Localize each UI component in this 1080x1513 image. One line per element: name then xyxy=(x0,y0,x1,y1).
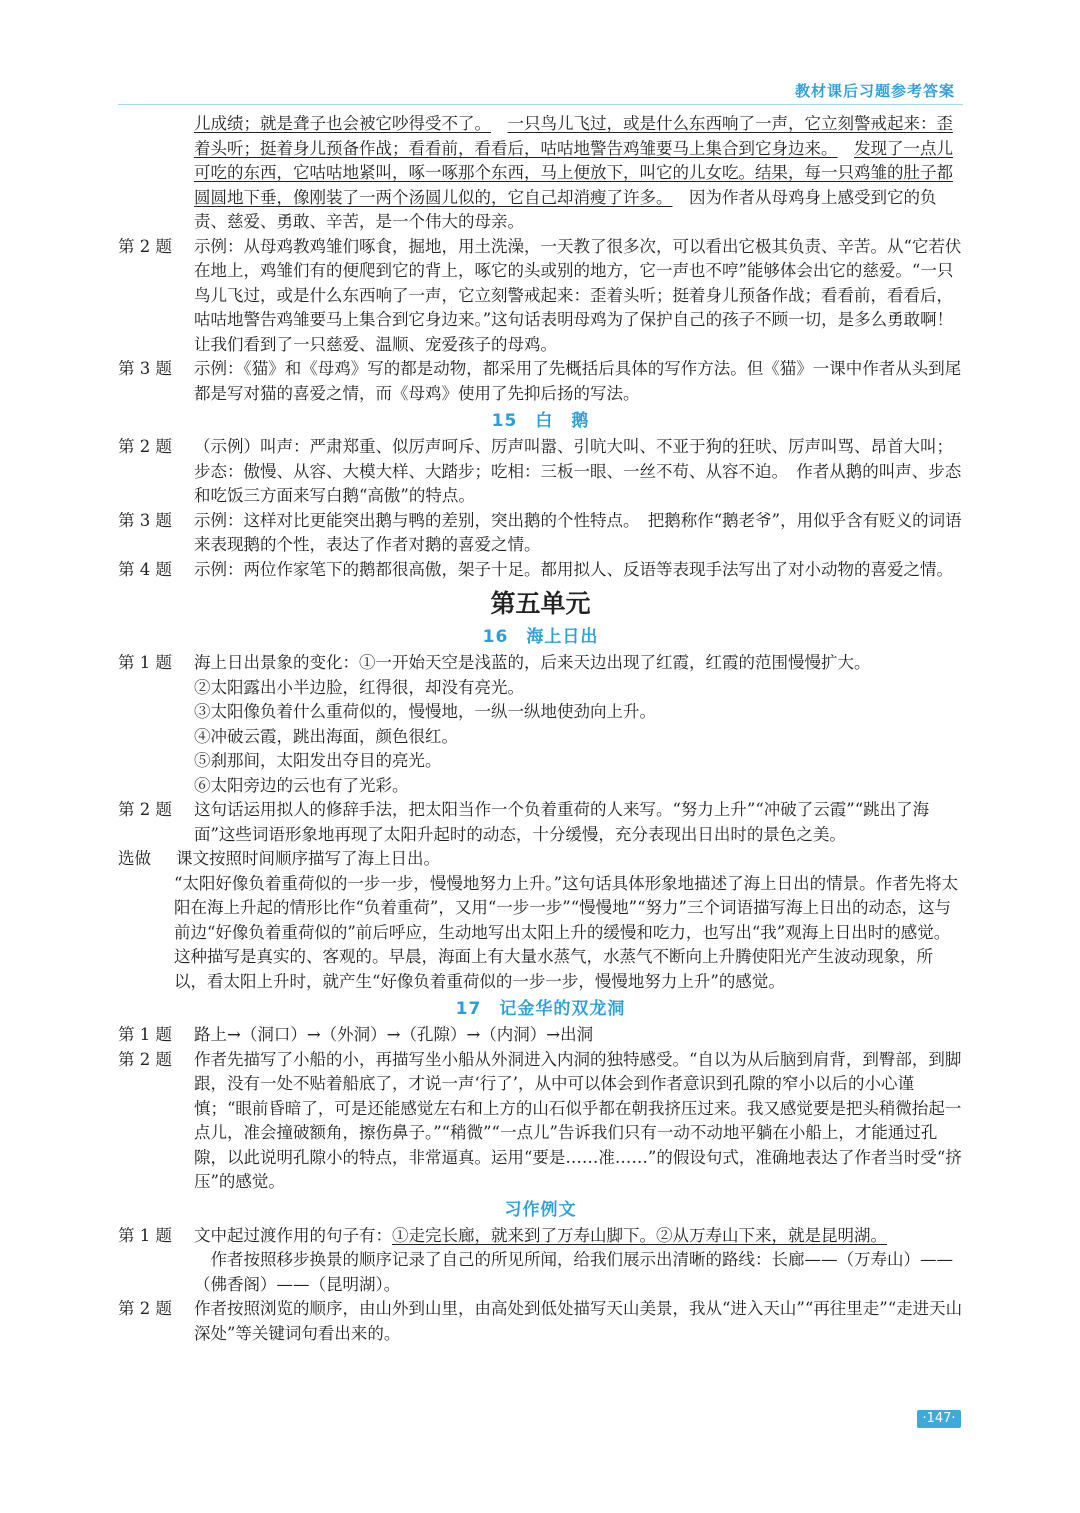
lesson-title: 15 白 鹅 xyxy=(491,411,590,431)
question-answer: 作者先描写了小船的小，再描写坐小船从外洞进入内洞的独特感受。“自以为从后脑到肩背，到臀部，到脚跟，没有一处不贴着船底了，才说一声‘行了’，从中可以体会到作者意识到孔隙的窄小以后的小心谨慎；“眼前昏暗了，可是还能感觉左右和上方的山石似乎都在朝我挤压过来。我又感觉要是把头稍微抬起一点儿，准会撞破额角，擦伤鼻子。”“稍微”“一点儿”告诉我们只有一动不动地平躺在小船上，才能通过孔隙，以此说明孔隙小的特点，非常逼真。运用“要是……准……”的假设句式，准确地表达了作者当时受“挤压”的感觉。 xyxy=(194,1049,962,1191)
answer-content xyxy=(118,112,963,1346)
question-item xyxy=(118,1023,963,1048)
sunrise-stage: ⑥太阳旁边的云也有了光彩。 xyxy=(194,775,409,795)
hen-continuation xyxy=(118,112,963,235)
question-answer: 示例：《猫》和《母鸡》写的都是动物，都采用了先概括后具体的写作方法。但《猫》一课中作者从头到尾都是写对猫的喜爱之情，而《母鸡》使用了先抑后扬的写法。 xyxy=(194,359,962,403)
question-label: 第 4 题 xyxy=(118,559,172,579)
lesson-title: 习作例文 xyxy=(504,1199,577,1220)
transition-sentence-2: ②从万寿山下来，就是昆明湖。 xyxy=(656,1225,887,1245)
transition-sentence-1: ①走完长廊，就来到了万寿山脚下。 xyxy=(392,1225,656,1245)
question-label: 选做 xyxy=(118,849,151,868)
optional-answer: “太阳好像负着重荷似的一步一步，慢慢地努力上升。”这句话具体形象地描述了海上日出的情景。作者先将太阳在海上升起的情形比作“负着重荷”，又用“一步一步”“慢慢地”“努力”三个词语描写海上日出的动态，这与前边“好像负着重荷似的”前后呼应，生动地写出太阳上升的缓慢和吃力，也写出“我”观海上日出时的感觉。这种描写是真实的、客观的。早晨，海面上有大量水蒸气，水蒸气不断向上升腾使阳光产生波动现象，所以，看太阳上升时，就产生“好像负着重荷似的一步一步，慢慢地努力上升”的感觉。 xyxy=(174,873,959,991)
question-label: 第 2 题 xyxy=(118,800,172,819)
question-item xyxy=(118,558,963,583)
question-answer: 这句话运用拟人的修辞手法，把太阳当作一个负着重荷的人来写。“努力上升”“冲破了云霞”“跳出了海面”这些词语形象地再现了太阳升起时的动态，十分缓慢，充分表现出日出时的景色之美。 xyxy=(194,800,930,844)
header-divider xyxy=(118,104,963,105)
unit-title: 第五单元 xyxy=(490,589,591,618)
question-answer: 示例：两位作家笔下的鹅都很高傲，架子十足。都用拟人、反语等表现手法写出了对小动物的喜爱之情。 xyxy=(194,559,953,579)
question-item xyxy=(118,651,963,798)
question-item xyxy=(118,357,963,406)
question-label: 第 2 题 xyxy=(118,437,172,456)
question-item xyxy=(118,798,963,847)
question-item xyxy=(118,1048,963,1195)
question-item xyxy=(118,435,963,509)
continuation-sentence-4: 因为作者从母鸡身上感受到它的负责、慈爱、勇敢、辛苦，是一个伟大的母亲。 xyxy=(194,187,937,231)
question-label: 第 3 题 xyxy=(118,510,172,530)
question-label: 第 1 题 xyxy=(118,1025,172,1044)
continuation-sentence-1: 儿成绩；就是聋子也会被它吵得受不了。 xyxy=(194,114,491,133)
sunrise-stage: ④冲破云霞，跳出海面，颜色很红。 xyxy=(194,726,458,746)
question-label: 第 1 题 xyxy=(118,653,172,672)
question-answer: 示例：从母鸡教鸡雏们啄食，掘地，用土洗澡，一天教了很多次，可以看出它极其负责、辛苦。从“它若伏在地上，鸡雏们有的便爬到它的背上，啄它的头或别的地方，它一声也不哼”能够体会出它的慈爱。“一只鸟儿飞过，或是什么东西响了一声，它立刻警戒起来：歪着头听；挺着身儿预备作战；看看前，看看后，咕咕地警告鸡雏要马上集合到它身边来。”这句话表明母鸡为了保护自己的孩子不顾一切，是多么勇敢啊！让我们看到了一只慈爱、温顺、宠爱孩子的母鸡。 xyxy=(194,236,962,354)
question-answer: 作者按照浏览的顺序，由山外到山里，由高处到低处描写天山美景，我从“进入天山”“再往里走”“走进天山深处”等关键词句看出来的。 xyxy=(194,1299,963,1343)
continuation-sentence-2: 一只鸟儿飞过，或是什么东西响了一声，它立刻警戒起来：歪着头听；挺着身儿预备作战；看看前，看看后，咕咕地警告鸡雏要马上集合到它身边来。 xyxy=(194,114,953,158)
sunrise-stage: ②太阳露出小半边脸，红得很，却没有亮光。 xyxy=(194,677,524,697)
question-answer xyxy=(194,1224,963,1298)
question-answer: （示例）叫声：严肃郑重、似厉声呵斥、厉声叫嚣、引吭大叫、不亚于狗的狂吠、厉声叫骂、昂首大叫；步态：傲慢、从容、大模大样、大踏步；吃相：三板一眼、一丝不苟、从容不迫。 作者从鹅的叫声、步态和吃饭三方面来写白鹅“高傲”的特点。 xyxy=(194,437,962,505)
lesson-title: 17 记金华的双龙洞 xyxy=(455,999,626,1019)
continuation-sentence-3: 发现了一点儿可吃的东西，它咕咕地紧叫，啄一啄那个东西，马上便放下，叫它的儿女吃。结果，每一只鸡雏的肚子都圆圆地下垂，像刚装了一两个汤圆儿似的，它自己却消瘦了许多。 xyxy=(194,138,953,207)
question-answer: 示例：这样对比更能突出鹅与鸭的差别，突出鹅的个性特点。 把鹅称作“鹅老爷”，用似乎含有贬义的词语来表现鹅的个性，表达了作者对鹅的喜爱之情。 xyxy=(194,510,962,554)
page-number: ·147· xyxy=(917,1410,961,1428)
question-answer xyxy=(194,651,963,798)
question-answer: 课文按照时间顺序描写了海上日出。 xyxy=(176,849,440,868)
question-answer: 路上→（洞口）→（外洞）→（孔隙）→（内洞）→出洞 xyxy=(194,1025,594,1044)
answer-paragraph: 作者按照移步换景的顺序记录了自己的所见所闻，给我们展示出清晰的路线：长廊——（万寿山）——（佛香阁）——（昆明湖）。 xyxy=(194,1250,953,1294)
question-label: 第 3 题 xyxy=(118,359,172,378)
question-item xyxy=(118,847,963,872)
lesson-title: 16 海上日出 xyxy=(482,627,599,647)
question-label: 第 1 题 xyxy=(118,1225,172,1245)
question-label: 第 2 题 xyxy=(118,1299,172,1318)
question-item xyxy=(118,509,963,558)
answer-prefix: 文中起过渡作用的句子有： xyxy=(194,1225,392,1245)
sunrise-stage: 海上日出景象的变化：①一开始天空是浅蓝的，后来天边出现了红霞，红霞的范围慢慢扩大。 xyxy=(194,653,871,672)
question-label: 第 2 题 xyxy=(118,1049,172,1069)
question-item xyxy=(118,1297,963,1346)
question-item xyxy=(118,1224,963,1298)
sunrise-stage: ⑤刹那间，太阳发出夺目的亮光。 xyxy=(194,751,442,770)
question-item xyxy=(118,235,963,358)
header-title: 教材课后习题参考答案 xyxy=(795,82,956,100)
sunrise-stage: ③太阳像负着什么重荷似的，慢慢地，一纵一纵地使劲向上升。 xyxy=(194,702,656,721)
question-label: 第 2 题 xyxy=(118,236,172,256)
